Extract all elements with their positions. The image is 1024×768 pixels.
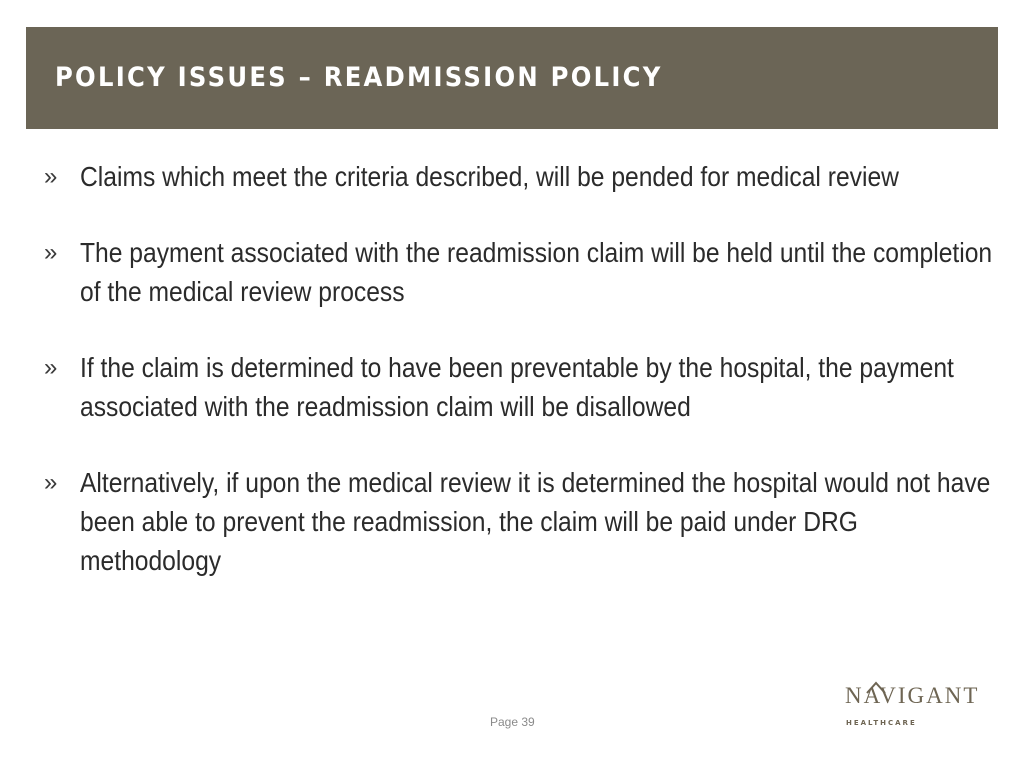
bullet-marker-icon: » bbox=[44, 469, 58, 496]
navigant-logo bbox=[845, 683, 980, 733]
page-number: Page 39 bbox=[490, 715, 535, 729]
bullet-marker-icon: » bbox=[44, 239, 58, 266]
bullet-text: The payment associated with the readmission claim will be held until the completion of the medical review process bbox=[80, 237, 993, 307]
bullet-list bbox=[44, 157, 993, 617]
logo-subtitle: HEALTHCARE bbox=[846, 719, 917, 727]
bullet-text: If the claim is determined to have been preventable by the hospital, the payment associated with the readmission claim will be disallowed bbox=[80, 352, 954, 422]
bullet-text: Claims which meet the criteria described, will be pended for medical review bbox=[80, 161, 899, 192]
page-title: POLICY ISSUES – READMISSION POLICY bbox=[55, 62, 663, 93]
bullet-marker-icon: » bbox=[44, 163, 58, 190]
logo-chevron-icon bbox=[864, 679, 888, 695]
list-item bbox=[44, 233, 993, 311]
bullet-text: Alternatively, if upon the medical review it is determined the hospital would not have been able to prevent the readmission, the claim will be paid under DRG methodology bbox=[80, 467, 991, 576]
list-item bbox=[44, 348, 974, 426]
list-item bbox=[44, 157, 974, 196]
title-bar bbox=[26, 27, 998, 129]
bullet-marker-icon: » bbox=[44, 354, 58, 381]
logo-wordmark: NAVIGANT bbox=[845, 683, 980, 708]
list-item bbox=[44, 463, 991, 580]
